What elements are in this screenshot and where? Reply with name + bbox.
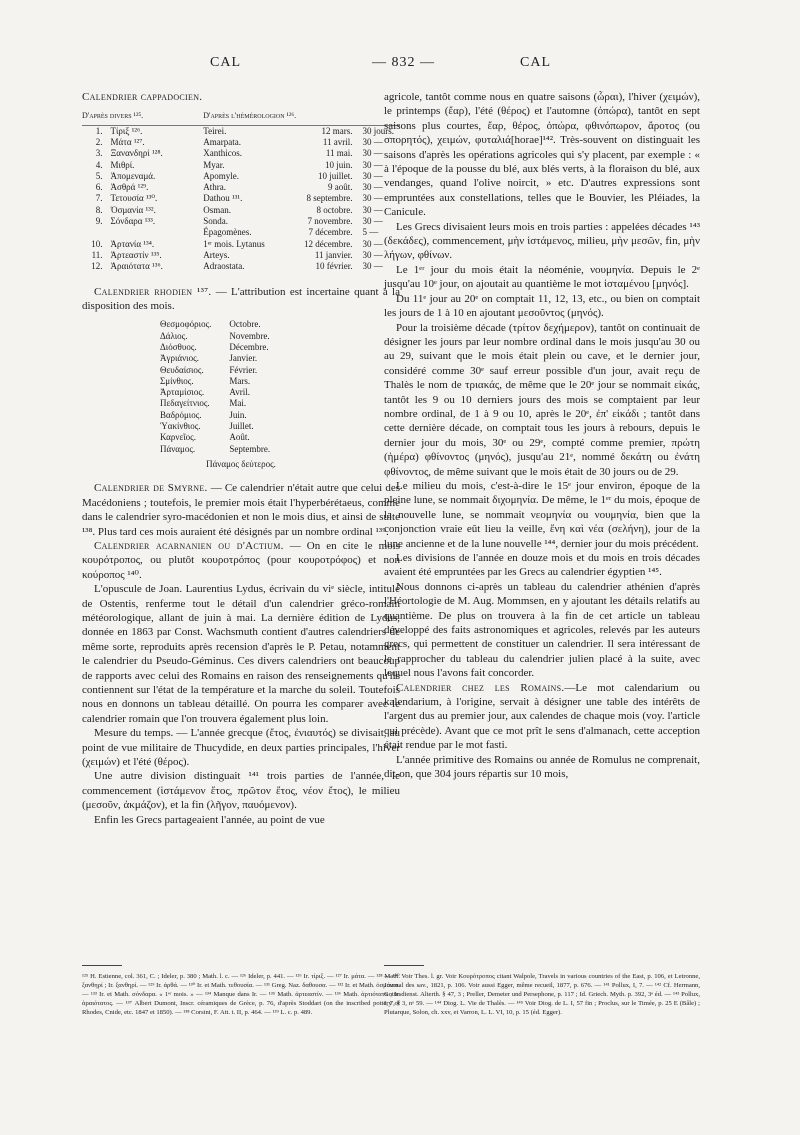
rhodien-cell-g: Δάλιος.	[160, 330, 188, 341]
paragraph-text: L'opuscule de Joan. Laurentius Lydus, écrivain du viᵉ siècle, intitulé de Ostentis, renferme tout le détail d'un calendrier gréco-romain météorologique, allant de juin à mai. La dernière édition de Lydus, donnée en 1863 par Const. Wachsmuth contient d'autres calendriers de même sorte, reproduits après recension d'après le P. Petau, notamment le calendrier du Pseudo-Géminus. Ces divers calendriers ont beaucoup de rapports avec celui des Romains en raison des renseignements qu'ils contiennent sur l'état de la température et la marche du soleil. Toutefois nous en donnons un tableau détaillé. On pourra les comparer avec le calendrier romain que l'on trouvera également plus loin.	[82, 583, 400, 725]
section-heading: Calendrier de Smyrne.	[94, 482, 208, 495]
paragraph	[384, 263, 700, 292]
cappadocian-cell-greek: Σόνδαρα ¹³³.	[110, 216, 156, 227]
rhodien-cell-f: Novembre.	[229, 330, 270, 341]
cappadocian-cell-n: 1.	[95, 125, 103, 136]
cappadocian-cell-latin: Épagomènes.	[203, 227, 252, 238]
cappadocian-cell-days: 30 —	[362, 159, 383, 170]
cappadocian-row	[82, 148, 400, 159]
paragraph-text: Du 11ᵉ jour au 20ᵉ on comptait 11, 12, 13, etc., ou bien on comptait les jours de 1 à 10 en ajoutant μεσοῦντος (μηνός).	[384, 292, 700, 320]
paragraph	[384, 292, 700, 321]
cappadocian-cell-date: 9 août.	[328, 182, 353, 193]
cappadocian-cell-n: 2.	[95, 137, 103, 147]
cappadocian-row	[82, 160, 400, 171]
paragraph-text: Le 1ᵉʳ jour du mois était la néoménie, νουμηνία. Depuis le 2ᵉ jusqu'au 10ᵉ jour, on ajoutait au quantième le mot ἱσταμένου [μηνός].	[384, 263, 700, 291]
paragraph-text: Une autre division distinguait ¹⁴¹ trois parties de l'année, le commencement (ἱστάμενον ἔτος, πρῶτον ἔτος, νέον ἔτος), le milieu (μεσοῦν, ἀκμάζον), et la fin (λῆγον, παυόμενον).	[82, 770, 400, 812]
cappadocian-cell-date: 10 février.	[315, 261, 353, 272]
cappadocian-cell-days: 30 —	[362, 238, 383, 249]
cappadocian-cell-latin: Adraostata.	[203, 261, 245, 272]
cappadocian-row	[82, 125, 400, 137]
paragraph	[384, 220, 700, 263]
cappadocian-cell-date: 8 octobre.	[316, 204, 353, 215]
cappadocian-cell-n: 11.	[91, 249, 103, 260]
cappadocian-cell-greek	[111, 227, 204, 238]
cappadocian-cell-n: 7.	[95, 193, 103, 204]
rhodien-last-month: Πάναμος δεύτερος.	[206, 458, 276, 469]
cappadocian-cell-days: 30 —	[362, 204, 383, 215]
paragraph	[384, 90, 700, 220]
cappadocian-cell-n: 9.	[95, 216, 103, 227]
cappadocian-cell-greek: Ἀπομεναμά.	[110, 170, 156, 181]
rhodien-cell-g: Σμίνθιος.	[160, 375, 194, 386]
cappadocian-cell-latin: Athra.	[203, 182, 226, 193]
running-header	[0, 55, 800, 73]
rhodien-cell-f: Décembre.	[229, 341, 269, 352]
cappadocian-row	[82, 261, 400, 272]
cappadocian-cell-date: 10 juillet.	[318, 170, 353, 181]
rhodien-row	[160, 421, 288, 432]
paragraph-text: Pour la troisième décade (τρίτον δεχήμερον), tantôt on continuait de désigner les jours par leur nombre ordinal dans le mois jusqu'au 30 ou au 29, suivant que le mois était plein ou cave, et le dernier jour, considéré comme 30ᵉ sauf erreur possible d'un jour, avait reçu de Thalès le nom de τριακάς, de même que le 20ᵉ jour se nommait εἰκάς, tantôt les 9 ou 10 derniers jours des mois se comptaient par leur nombre ordinal, de 1 à 9 ou 10, après le 20ᵉ, ἐπ' εἰκάδι ; tantôt dans cette dernière décade, on comptait tous les jours à rebours, depuis le dernier jour du mois, 30ᵉ ou 29ᵉ, compté comme premier, πρώτη (ἡμέρα) φθίνοντος (μηνός), jusqu'au 21ᵉ, nommé δεκάτη ou ἐνάτη φθίνοντος, de même suivant que le mois était de 30 jours ou de 29.	[384, 321, 700, 478]
rhodien-cell-f: Février.	[229, 364, 258, 375]
paragraph-text: L'année primitive des Romains ou année de Romulus ne comprenait, dit-on, que 304 jours répartis sur 10 mois,	[384, 753, 700, 781]
cappadocian-row	[82, 205, 400, 216]
paragraph-text: Le milieu du mois, c'est-à-dire le 15ᵉ jour environ, époque de la pleine lune, se nommait διχομηνία. De même, le 1ᵉʳ du mois, époque de la nouvelle lune, se nommait νεομηνία ou νουμηνία, bien que la conjonction vraie eût lieu la veille, ἔνη καὶ νέα (σελήνη), jour de la lune ancienne et de la lune nouvelle ¹⁴⁴, dernier jour du mois précédent.	[384, 479, 700, 550]
rhodien-cell-f: Mai.	[229, 398, 247, 409]
paragraph-text: Mesure du temps. — L'année grecque (ἔτος, ἐνιαυτός) se divisait, au point de vue militaire de Thucydide, en deux parties principales, l'hiver (χειμών) et l'été (θέρος).	[82, 727, 400, 769]
cappadocian-cell-date: 11 janvier.	[314, 249, 353, 260]
cappadocian-row	[82, 227, 400, 238]
cappadocian-cell-days: 30 —	[362, 137, 383, 147]
cappadocian-rows	[82, 125, 400, 272]
paragraph-text: Enfin les Grecs partageaient l'année, au point de vue	[94, 813, 325, 826]
cappadocian-row	[82, 182, 400, 193]
footnote-rule-left	[82, 965, 122, 966]
rhodien-cell-f: Août.	[229, 432, 250, 443]
cappadocian-cell-n	[82, 227, 111, 238]
paragraph	[82, 481, 400, 539]
cappadocian-title: Calendrier cappadocien.	[82, 91, 203, 103]
cappadocian-cell-days: 30 —	[362, 170, 383, 181]
cappadocian-cell-latin: Xanthicos.	[203, 148, 242, 159]
rhodien-cell-f: Septembre.	[229, 443, 271, 454]
rhodien-row	[160, 410, 288, 421]
rhodien-cell-g: Ὑακίνθιος.	[160, 421, 201, 432]
rhodien-cell-g: Καρνεῖος.	[160, 432, 196, 443]
rhodien-cell-f: Juin.	[229, 409, 247, 420]
paragraph-text: Nous donnons ci-après un tableau du calendrier athénien d'après l'Héortologie de M. Aug. Mommsen, en y ajoutant les détails relatifs au quantième. De plus on trouvera à la fin de cet article un tableau développé des faits astronomiques et agricoles, relevés par les auteurs grecs, qui permettent de constituer un calendrier. Il sera intéressant de le rapprocher du tableau du calendrier julien placé à la suite, avec lequel nous l'avons fait concorder.	[384, 580, 700, 680]
cappadocian-cell-date: 10 juin.	[325, 159, 353, 170]
right-column	[384, 90, 700, 782]
paragraph	[384, 551, 700, 580]
cappadocian-cell-latin: Arteys.	[203, 249, 230, 260]
cappadocian-cell-days: 30 —	[362, 148, 383, 159]
rhodien-cell-f: Mars.	[229, 375, 251, 386]
cappadocian-cell-latin: Myar.	[203, 159, 225, 170]
page-number: — 832 —	[372, 55, 435, 70]
cappadocian-cell-n: 10.	[91, 238, 103, 249]
cappadocian-cell-greek: Ξανανδηρί ¹²⁸.	[110, 148, 163, 159]
rhodien-cell-g: Πάναμος.	[160, 443, 196, 454]
cappadocian-table	[82, 110, 400, 272]
paragraph	[82, 813, 400, 827]
rhodien-row	[160, 319, 288, 330]
paragraph-text: —Le mot calendarium ou kalendarium, à l'origine, servait à désigner une table des intérêts de l'argent dus au premier jour, aux calendes de chaque mois (voy. l'article qui précède). Avant que ce mot prît le sens d'almanach, cette acception était rendue par le mot fasti.	[384, 681, 700, 752]
cappadocian-cell-latin: Apomyle.	[203, 170, 239, 181]
cappadocian-cell-date: 11 avril.	[322, 137, 353, 147]
rhodien-row	[160, 353, 288, 364]
cappadocian-row	[82, 137, 400, 148]
cappadocian-row	[82, 171, 400, 182]
rhodien-cell-f: Janvier.	[229, 353, 258, 364]
cappadocian-cell-latin: Osman.	[203, 204, 231, 215]
section-heading: Calendrier acarnanien ou d'Actium.	[94, 539, 284, 552]
cappadocian-row	[82, 250, 400, 261]
rhodien-row	[160, 331, 288, 342]
cappadocian-col-b: D'après l'hémérologion ¹²⁶.	[203, 110, 400, 125]
paragraph-text: Les divisions de l'année en douze mois et du mois en trois décades avaient été empruntées par les Grecs au calendrier égyptien ¹⁴⁵.	[384, 552, 700, 579]
cappadocian-cell-latin: 1ᵉʳ mois. Lytanus	[203, 238, 265, 249]
section-heading: Calendrier chez les Romains.	[396, 681, 565, 694]
rhodien-cell-g: Διόσθυος.	[160, 341, 197, 352]
footnote-rule-right	[384, 965, 424, 966]
paragraph	[82, 769, 400, 812]
rhodien-row	[160, 432, 288, 443]
paragraph-text: Les Grecs divisaient leurs mois en trois parties : appelées décades ¹⁴³ (δεκάδες), commencement, μὴν ἱστάμενος, milieu, μὴν μεσῶν, fin, μὴν λήγων, φθίνων.	[384, 220, 700, 262]
paragraph-text: — Ce calendrier n'était autre que celui des Macédoniens ; toutefois, le premier mois était l'hyperbérétaeus, comme dans le calendrier syro-macédonien et non le mois dius, et ainsi de suite ¹³⁸. Plus tard ces mois auraient été désignés par un nombre ordinal ¹³⁹.	[82, 482, 400, 538]
cappadocian-cell-greek: Τίριξ ¹²⁶.	[110, 125, 143, 136]
cappadocian-cell-greek: Μιθρί.	[110, 159, 135, 170]
cappadocian-cell-days: 30 —	[362, 216, 383, 227]
rhodien-row	[160, 365, 288, 376]
cappadocian-cell-n: 5.	[95, 170, 103, 181]
rhodien-title: Calendrier rhodien ¹³⁷.	[94, 285, 212, 298]
cappadocian-cell-greek: Ἀραιότατα ¹³⁶.	[110, 261, 163, 272]
paragraph-text: agricole, tantôt comme nous en quatre saisons (ὧραι), l'hiver (χειμών), le printemps (ἔαρ), l'été (θέρος) et l'automne (ὀπώρα), tantôt en sept saisons plus courtes, ἔαρ, θέρος, ὀπώρα, φθινόπωρον, ἄροτος (ou σπορητός), χειμών, φυταλιά[horae]¹⁴². Très-souvent on distinguait les saisons d'après les opérations agricoles qui s'y placent, par exemple : « à l'époque de la pousse du blé, aux blés verts, à la floraison du blé, aux vendanges, quand l'olive noircit, » etc. D'autres expressions sont empruntées aux constellations, telles que le Bouvier, les Pléiades, la Canicule.	[384, 91, 700, 219]
cappadocian-cell-days: 5 —	[362, 227, 379, 238]
cappadocian-cell-date: 7 novembre.	[307, 216, 353, 227]
cappadocian-cell-n: 4.	[95, 159, 103, 170]
footnotes-right: — ¹⁴⁰ Voir Thes. l. gr. Voir Κουρότροπος citant Walpole, Travels in various countries of the East, p. 106, et Letronne, Journal des sav., 1821, p. 106. Voir aussi Egger, même recueil, 1877, p. 676. — ¹⁴¹ Pollux, I, 7. — ¹⁴² Cf. Hermann, Gottesdienst. Alterth. § 47, 3 ; Preller, Demeter und Persephone, p. 117 ; Id. Griech. Myth. p. 392, 3ᵉ éd. — ¹⁴³ Pollux, I, 7, § 3, nᵒ 59. — ¹⁴⁴ Diog. L. Vie de Thalès. — ¹⁴⁵ Voir Diog. de L. I, 57 fin ; Proclus, sur le Timée, p. 25 E (Bâle) ; Plutarque, Solon, ch. xxv, et Varron, L. L. VI, 10, p. 15 (éd. Egger).	[384, 973, 700, 1016]
cappadocian-cell-n: 8.	[95, 204, 103, 215]
cappadocian-row	[82, 239, 400, 250]
right-text	[384, 90, 700, 782]
rhodien-row	[160, 387, 288, 398]
paragraph	[384, 321, 700, 479]
paragraph	[82, 539, 400, 582]
left-column	[82, 90, 400, 827]
cappadocian-cell-latin: Dathou ¹³¹.	[203, 193, 243, 204]
cappadocian-col-a: D'après divers ¹²⁵.	[82, 110, 203, 125]
cappadocian-cell-greek: Ἀρτανία ¹³⁴.	[110, 238, 155, 249]
paragraph	[384, 681, 700, 753]
paragraph	[384, 753, 700, 782]
rhodien-cell-g: Ἀρταμίσιος.	[160, 387, 205, 398]
cappadocian-cell-days: 30 —	[362, 193, 383, 204]
cappadocian-row	[82, 216, 400, 227]
rhodien-row	[160, 342, 288, 353]
cappadocian-cell-n: 12.	[91, 261, 103, 272]
cappadocian-cell-latin: Sonda.	[203, 216, 228, 227]
rhodien-table	[160, 319, 288, 455]
cappadocian-cell-date: 11 mai.	[325, 148, 353, 159]
cappadocian-cell-n: 6.	[95, 182, 103, 193]
rhodien-row	[160, 444, 288, 455]
cappadocian-cell-days: 30 —	[362, 261, 383, 272]
header-left: CAL	[210, 55, 241, 70]
cappadocian-cell-greek: Ἀσθρά ¹²⁹.	[110, 182, 149, 193]
paragraph	[384, 580, 700, 681]
rhodien-cell-g: Πεδαγείτνιος.	[160, 398, 210, 409]
cappadocian-row	[82, 193, 400, 204]
cappadocian-cell-days: 30 —	[362, 182, 383, 193]
rhodien-row	[160, 376, 288, 387]
header-right: CAL	[520, 55, 551, 70]
cappadocian-cell-greek: Τετουσία ¹³⁰.	[110, 193, 158, 204]
cappadocian-cell-days: 30 —	[362, 249, 383, 260]
rhodien-cell-f: Juillet.	[229, 421, 254, 432]
rhodien-cell-f: Octobre.	[229, 319, 261, 330]
cappadocian-cell-greek: Ἀρτεαστίν ¹³⁵.	[110, 249, 162, 260]
rhodien-cell-g: Θευδαίσιος.	[160, 364, 204, 375]
rhodien-para	[82, 285, 400, 314]
paragraph-text: — On en cite le mois κουρότροπος, ou plutôt κουροτρόπος (pour κουροτρόφος) et non κούροπος ¹⁴⁰.	[82, 539, 400, 581]
cappadocian-cell-days: 30 jours.	[362, 125, 395, 136]
rhodien-cell-g: Βαδρόμιος.	[160, 409, 202, 420]
rhodien-cell-f: Avril.	[229, 387, 250, 398]
rhodien-cell-g: Ἀγριάνιος.	[160, 353, 199, 364]
paragraph	[82, 726, 400, 769]
cappadocian-cell-date: 12 décembre.	[304, 238, 353, 249]
footnotes-left: ¹²⁵ H. Estienne, col. 361, C. ; Ideler, p. 380 ; Math. l. c. — ¹²⁶ Ideler, p. 441. — ¹²⁶ Ir. τίριξ. — ¹²⁷ Ir. μάτα. — ¹²⁸ Math. ξανθηρί ; Ir. ξανθηρί. — ¹²⁹ Ir. ἀρθά. — ¹³⁰ Ir. et Math. τεθουσία. — ¹³¹ Greg. Naz. δαθουσα. — ¹³² Ir. et Math. ὀσμάνια. — ¹³³ Ir. et Math. σόνδαρα. « 1ᵉʳ mois. » — ¹³⁴ Manque dans Ir. — ¹³⁵ Math. ἀρτεαστίν. — ¹³⁶ Math. ἀρτιότατα ; Ir. ἀραιότατος. — ¹³⁷ Albert Dumont, Inscr. céramiques de Grèce, p. 76, d'après Stoddart (on the inscribed pottery of Rhodes, Cnide, etc. 1847 et 1850). — ¹³⁸ Corsini, F. Att. t. II, p. 464. — ¹³⁹ L. c. p. 489.	[82, 973, 400, 1016]
cappadocian-cell-latin: Amarpata.	[203, 137, 241, 147]
left-text	[82, 481, 400, 827]
rhodien-cell-g: Θεσμοφόριος.	[160, 319, 212, 330]
paragraph	[82, 582, 400, 726]
cappadocian-cell-n: 3.	[95, 148, 103, 159]
cappadocian-cell-date: 12 mars.	[321, 125, 353, 136]
cappadocian-cell-greek: Ὀσμανία ¹³².	[110, 204, 156, 215]
cappadocian-cell-date: 7 décembre.	[308, 227, 353, 238]
cappadocian-cell-date: 8 septembre.	[306, 193, 353, 204]
cappadocian-cell-greek: Μάτα ¹²⁷.	[110, 137, 145, 147]
rhodien-text: — L'attribution est incertaine quant à la disposition des mois.	[82, 285, 400, 312]
cappadocian-cell-latin: Teirei.	[203, 125, 227, 136]
rhodien-row	[160, 398, 288, 409]
paragraph	[384, 479, 700, 551]
